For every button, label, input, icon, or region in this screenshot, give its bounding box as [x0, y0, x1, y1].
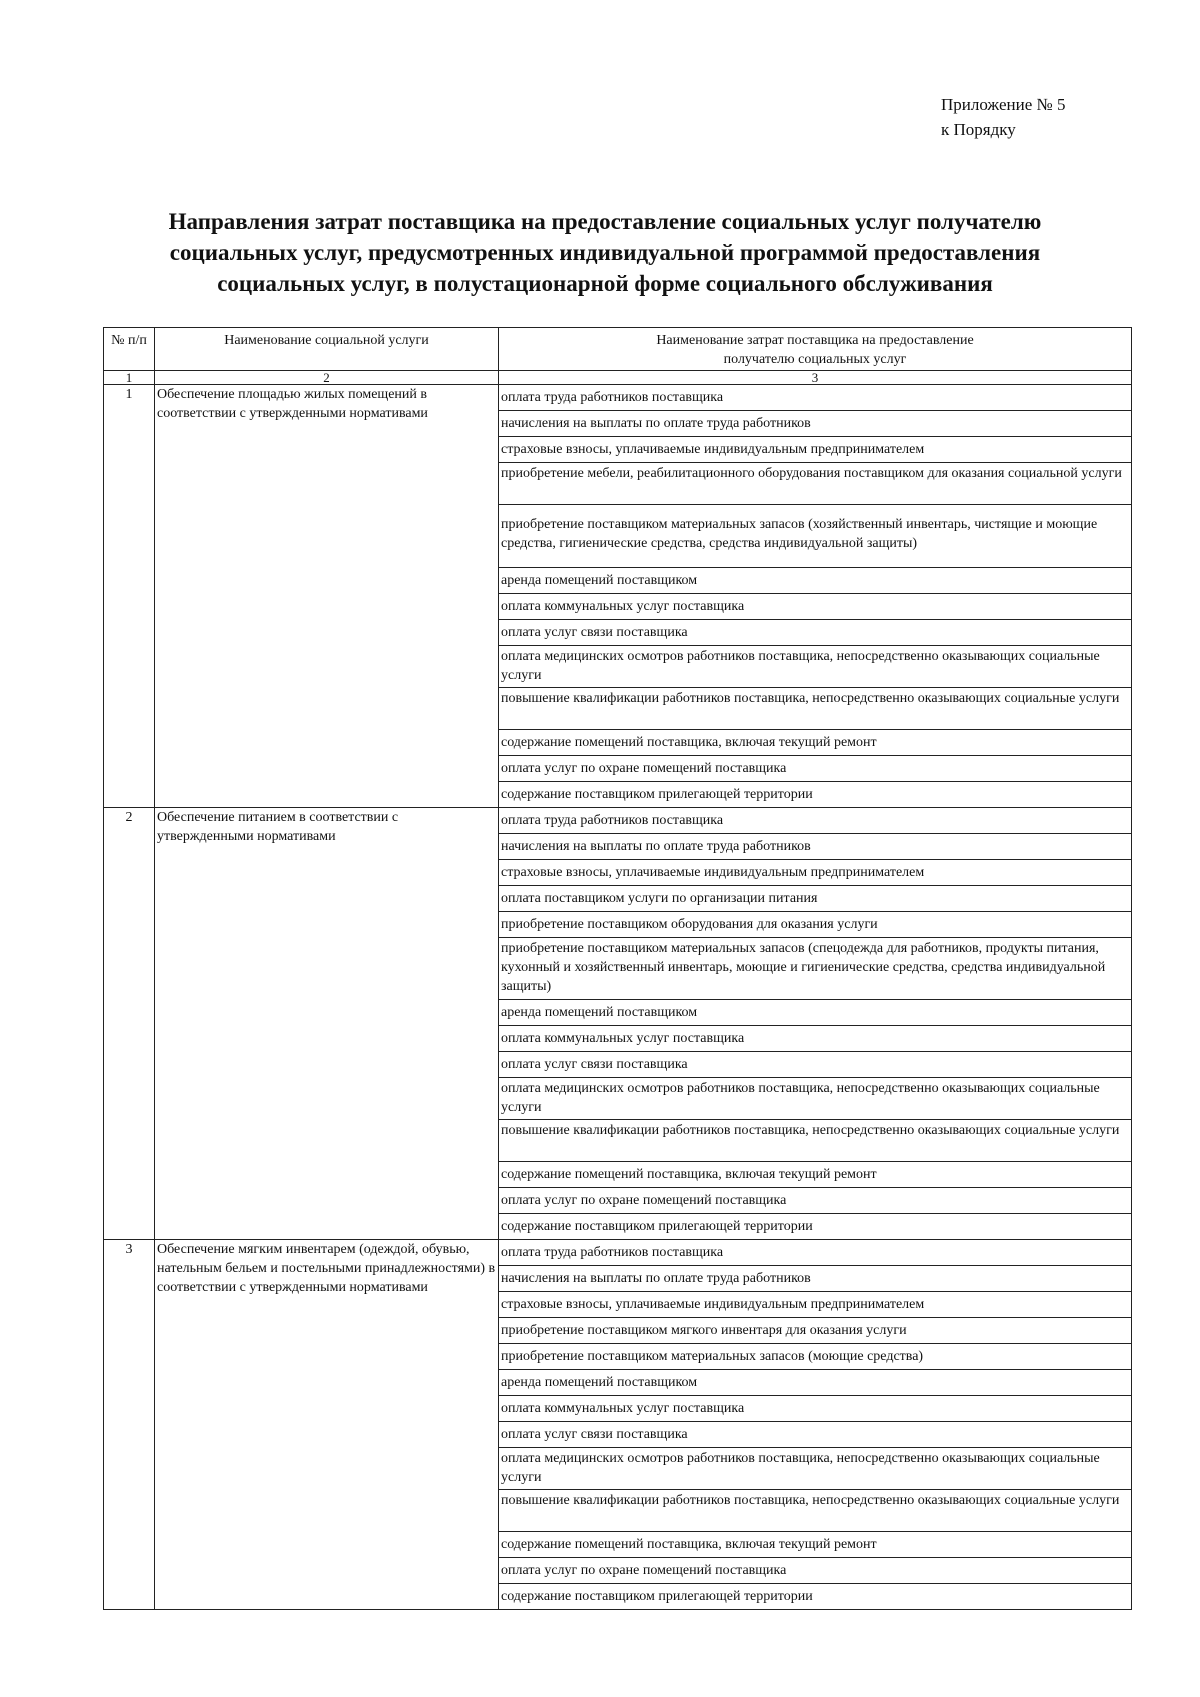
service-name: Обеспечение мягким инвентарем (одеждой, обувью, нательным бельем и постельными принадлежностями) в соответствии с утвержденными нормативами: [155, 1240, 499, 1610]
cost-item: содержание поставщиком прилегающей территории: [499, 1584, 1132, 1610]
column-number: 3: [499, 371, 1132, 385]
cost-item: оплата труда работников поставщика: [499, 808, 1132, 834]
cost-item: приобретение поставщиком материальных запасов (спецодежда для работников, продукты питания, кухонный и хозяйственный инвентарь, моющие и гигиенические средства, средства индивидуальной защиты): [499, 938, 1132, 1000]
cost-item: оплата услуг по охране помещений поставщика: [499, 1188, 1132, 1214]
title-line-2: социальных услуг, предусмотренных индивидуальной программой предоставления: [169, 240, 1041, 265]
header-num: № п/п: [104, 328, 155, 371]
header-costs: [499, 328, 1132, 371]
header-service: Наименование социальной услуги: [155, 328, 499, 371]
service-name: Обеспечение площадью жилых помещений в соответствии с утвержденными нормативами: [155, 385, 499, 808]
cost-item: начисления на выплаты по оплате труда работников: [499, 411, 1132, 437]
cost-item: приобретение поставщиком оборудования для оказания услуги: [499, 912, 1132, 938]
cost-item: оплата услуг по охране помещений поставщика: [499, 756, 1132, 782]
cost-item: начисления на выплаты по оплате труда работников: [499, 834, 1132, 860]
cost-item: оплата медицинских осмотров работников поставщика, непосредственно оказывающих социальные услуги: [499, 646, 1132, 688]
row-number: 1: [104, 385, 155, 808]
cost-item: аренда помещений поставщиком: [499, 568, 1132, 594]
header-row: [104, 328, 1132, 371]
service-name: Обеспечение питанием в соответствии с утвержденными нормативами: [155, 808, 499, 1240]
cost-item: оплата коммунальных услуг поставщика: [499, 1026, 1132, 1052]
cost-item: страховые взносы, уплачиваемые индивидуальным предпринимателем: [499, 437, 1132, 463]
cost-item: приобретение мебели, реабилитационного оборудования поставщиком для оказания социальной услуги: [499, 463, 1132, 505]
cost-item: аренда помещений поставщиком: [499, 1000, 1132, 1026]
cost-item: оплата коммунальных услуг поставщика: [499, 1396, 1132, 1422]
cost-item: повышение квалификации работников поставщика, непосредственно оказывающих социальные услуги: [499, 1490, 1132, 1532]
cost-item: оплата услуг связи поставщика: [499, 620, 1132, 646]
cost-item: содержание помещений поставщика, включая текущий ремонт: [499, 1162, 1132, 1188]
table-body: [104, 385, 1132, 1610]
cost-item: приобретение поставщиком мягкого инвентаря для оказания услуги: [499, 1318, 1132, 1344]
cost-item: оплата медицинских осмотров работников поставщика, непосредственно оказывающих социальные услуги: [499, 1448, 1132, 1490]
cost-item: начисления на выплаты по оплате труда работников: [499, 1266, 1132, 1292]
title-line-1: Направления затрат поставщика на предоставление социальных услуг получателю: [168, 209, 1042, 234]
cost-item: повышение квалификации работников поставщика, непосредственно оказывающих социальные услуги: [499, 688, 1132, 730]
header-costs-line-1: Наименование затрат поставщика на предоставление: [656, 333, 974, 348]
table-row: [104, 385, 1132, 411]
header-costs-line-2: получателю социальных услуг: [723, 352, 907, 367]
cost-item: аренда помещений поставщиком: [499, 1370, 1132, 1396]
appendix-reference: к Порядку: [941, 120, 1016, 139]
cost-item: содержание помещений поставщика, включая текущий ремонт: [499, 1532, 1132, 1558]
cost-item: повышение квалификации работников поставщика, непосредственно оказывающих социальные услуги: [499, 1120, 1132, 1162]
cost-item: содержание поставщиком прилегающей территории: [499, 782, 1132, 808]
table-row: [104, 1240, 1132, 1266]
title-line-3: социальных услуг, в полустационарной форме социального обслуживания: [217, 271, 993, 296]
column-number-row: [104, 371, 1132, 385]
cost-item: оплата услуг связи поставщика: [499, 1052, 1132, 1078]
cost-item: оплата коммунальных услуг поставщика: [499, 594, 1132, 620]
cost-item: страховые взносы, уплачиваемые индивидуальным предпринимателем: [499, 860, 1132, 886]
cost-item: оплата труда работников поставщика: [499, 1240, 1132, 1266]
appendix-number: Приложение № 5: [941, 95, 1066, 114]
cost-item: содержание помещений поставщика, включая текущий ремонт: [499, 730, 1132, 756]
column-number: 1: [104, 371, 155, 385]
cost-item: приобретение поставщиком материальных запасов (моющие средства): [499, 1344, 1132, 1370]
cost-item: содержание поставщиком прилегающей территории: [499, 1214, 1132, 1240]
row-number: 2: [104, 808, 155, 1240]
cost-item: оплата медицинских осмотров работников поставщика, непосредственно оказывающих социальные услуги: [499, 1078, 1132, 1120]
table-header: [104, 328, 1132, 385]
row-number: 3: [104, 1240, 155, 1610]
cost-item: оплата труда работников поставщика: [499, 385, 1132, 411]
table-row: [104, 808, 1132, 834]
cost-item: приобретение поставщиком материальных запасов (хозяйственный инвентарь, чистящие и моющие средства, гигиенические средства, средства индивидуальной защиты): [499, 505, 1132, 568]
cost-item: оплата услуг по охране помещений поставщика: [499, 1558, 1132, 1584]
cost-item: страховые взносы, уплачиваемые индивидуальным предпринимателем: [499, 1292, 1132, 1318]
cost-item: оплата услуг связи поставщика: [499, 1422, 1132, 1448]
column-number: 2: [155, 371, 499, 385]
cost-item: оплата поставщиком услуги по организации питания: [499, 886, 1132, 912]
document-title: [100, 206, 1110, 299]
costs-table: [103, 327, 1132, 1610]
appendix-note: [941, 92, 1065, 142]
